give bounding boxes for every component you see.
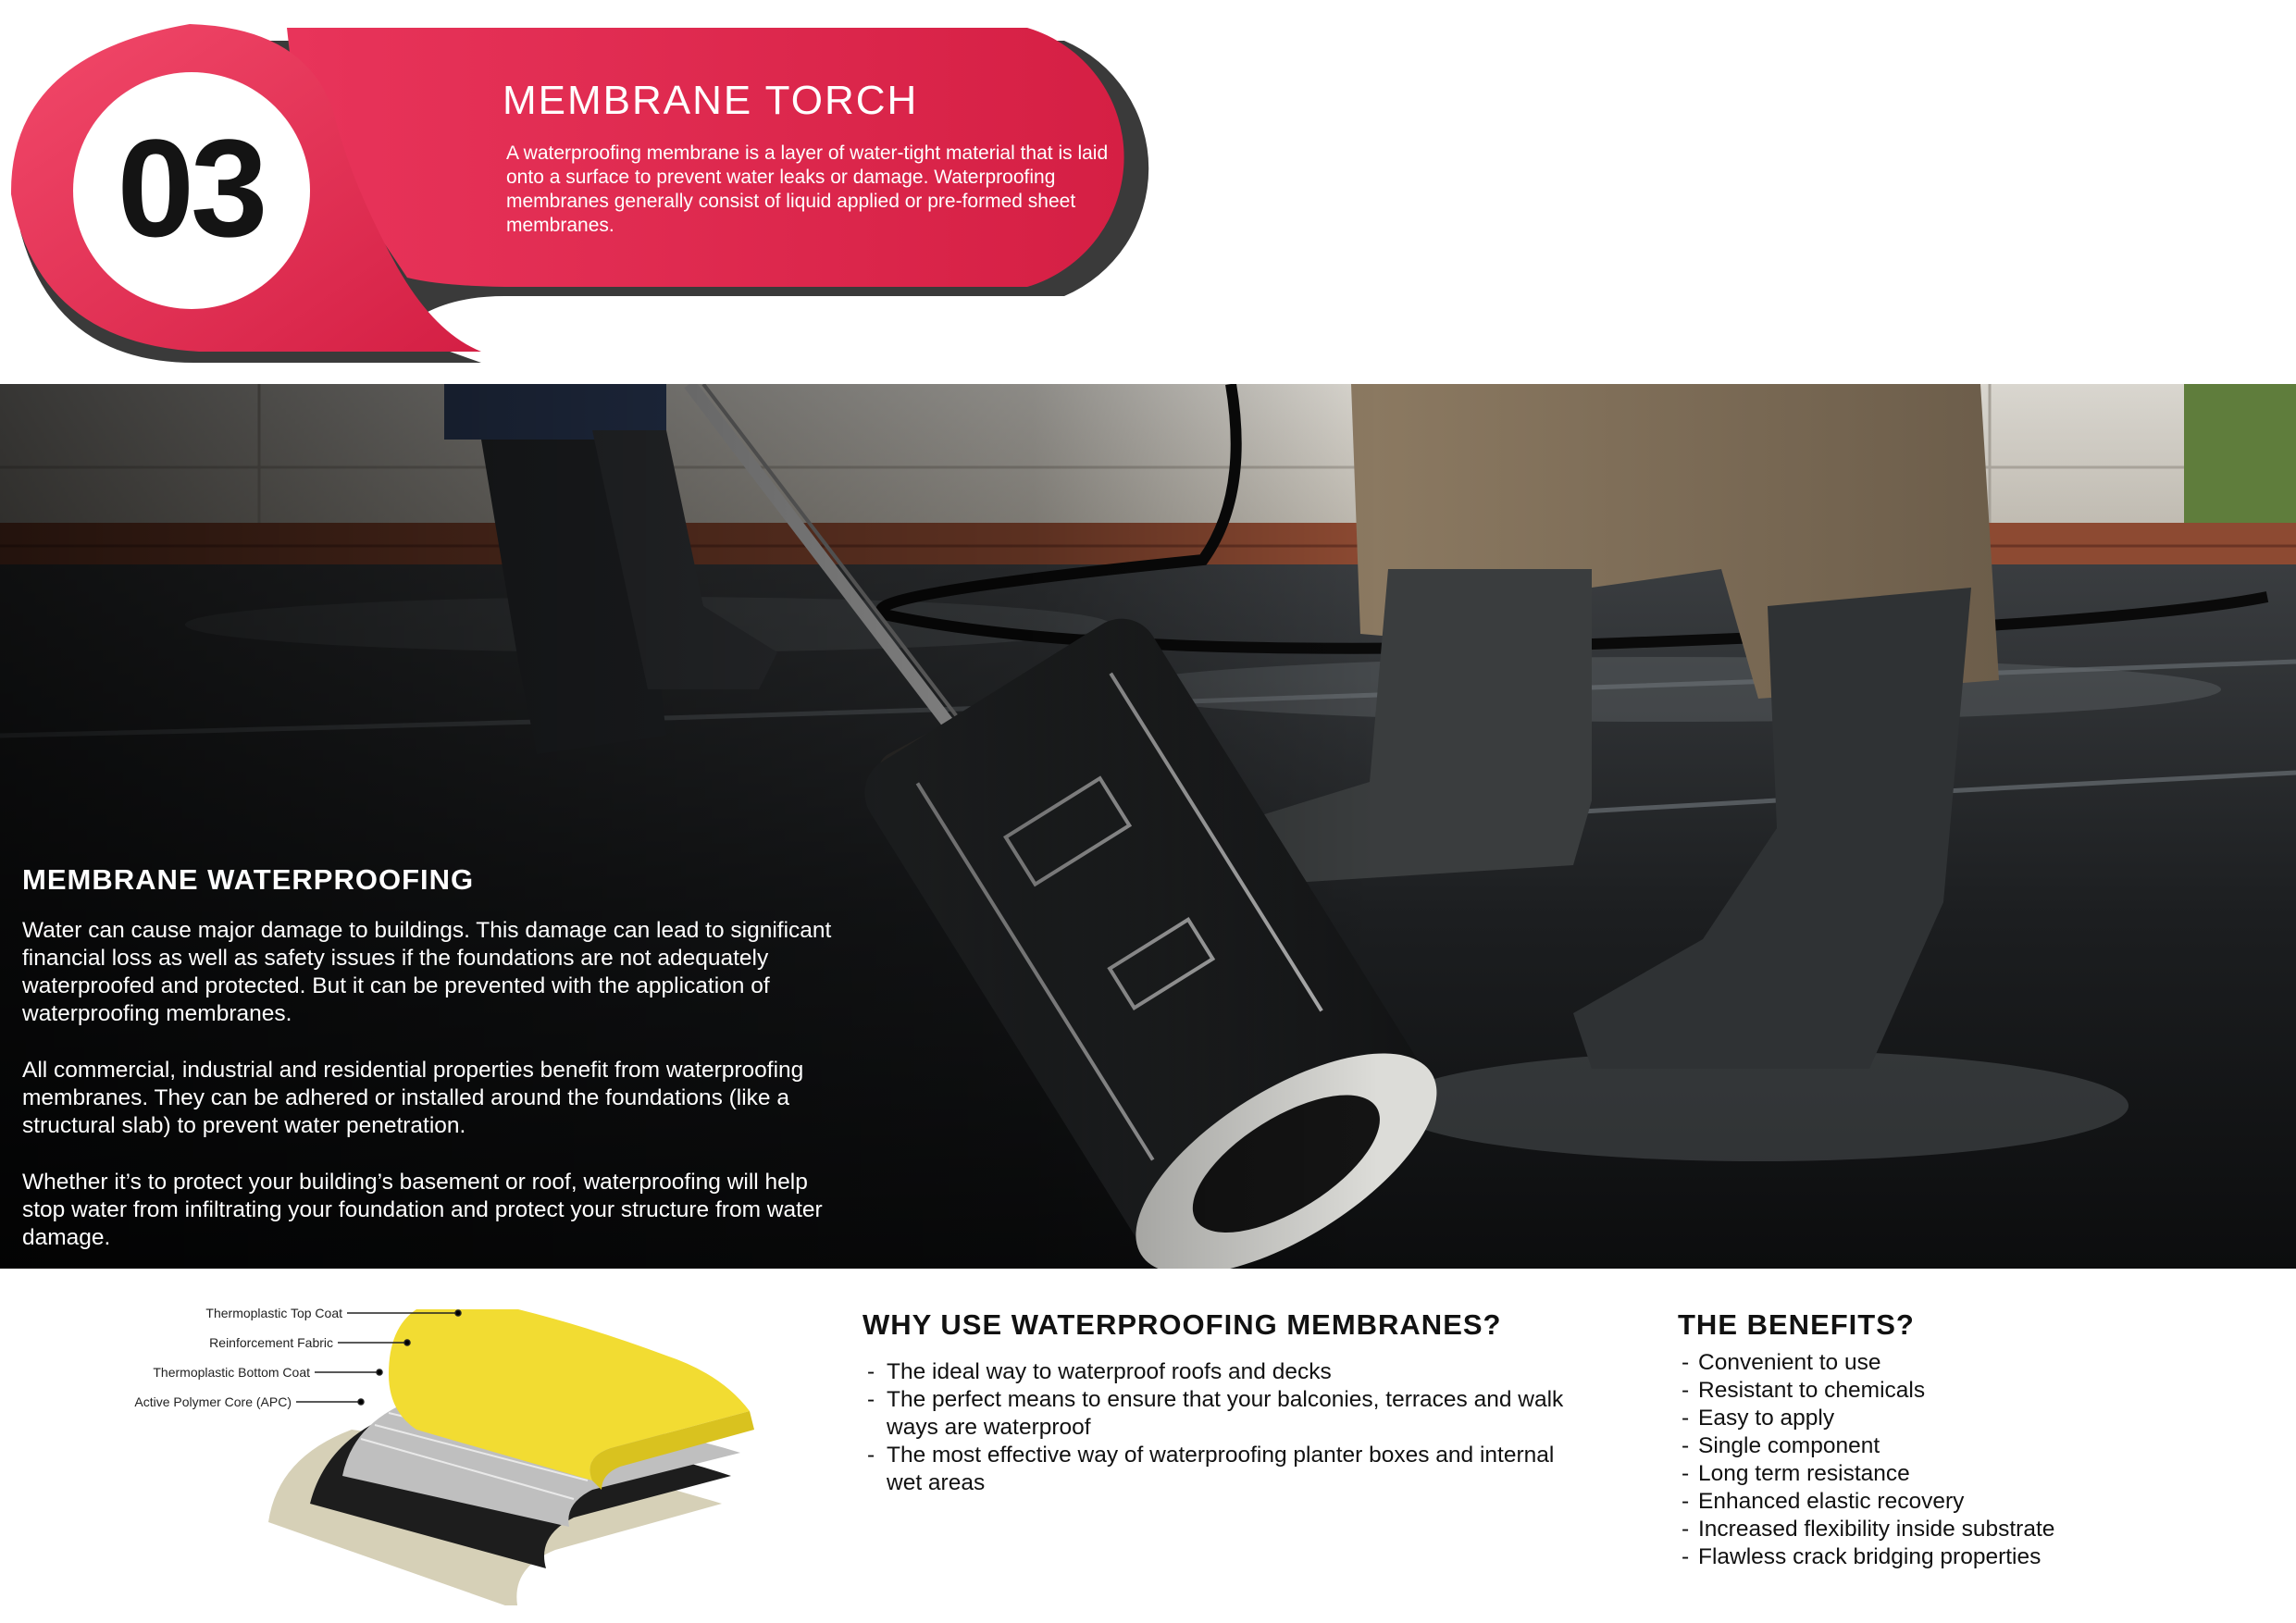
list-item: - Increased flexibility inside substrate bbox=[1678, 1516, 2270, 1543]
list-item: - Flawless crack bridging properties bbox=[1678, 1543, 2270, 1571]
layer-label-apc: Active Polymer Core (APC) bbox=[134, 1394, 292, 1409]
intro-text: A waterproofing membrane is a layer of water-tight material that is laid onto a surface to prevent water leaks or damage. Waterproofing membranes generally consist of liquid applied or pre-formed sheet membranes. bbox=[506, 142, 1109, 236]
page-title: MEMBRANE TORCH bbox=[503, 78, 919, 123]
list-item: - Resistant to chemicals bbox=[1678, 1377, 2270, 1405]
header-banner bbox=[0, 0, 1185, 370]
list-item: - The most effective way of waterproofing planter boxes and internal wet areas bbox=[863, 1442, 1584, 1497]
list-item: - The perfect means to ensure that your balconies, terraces and walk ways are waterproof bbox=[863, 1386, 1584, 1442]
list-item: - Enhanced elastic recovery bbox=[1678, 1488, 2270, 1516]
layer-label-top-coat: Thermoplastic Top Coat bbox=[205, 1306, 342, 1320]
membrane-layer-diagram bbox=[111, 1291, 777, 1605]
list-item: - Single component bbox=[1678, 1432, 2270, 1460]
membrane-waterproofing-heading: MEMBRANE WATERPROOFING bbox=[22, 863, 475, 896]
membrane-paragraph-1: Water can cause major damage to buildings. This damage can lead to significant financial loss as well as safety issues if the foundations are not adequately waterproofed and protected. But it can be prevented with the application of waterproofing membranes. bbox=[22, 918, 832, 1026]
list-item: - Easy to apply bbox=[1678, 1405, 2270, 1432]
benefits-section bbox=[1678, 1308, 2270, 1571]
layer-diagram-graphic bbox=[111, 1291, 777, 1605]
section-number: 03 bbox=[117, 110, 265, 266]
membrane-paragraph-3: Whether it’s to protect your building’s basement or roof, waterproofing will help stop water from infiltrating your foundation and protect your structure from water damage. bbox=[22, 1170, 823, 1250]
why-list bbox=[863, 1358, 1584, 1497]
benefits-list bbox=[1678, 1349, 2270, 1571]
layer-label-bottom-coat: Thermoplastic Bottom Coat bbox=[153, 1365, 310, 1380]
hero-photo bbox=[0, 384, 2296, 1269]
list-item: - Long term resistance bbox=[1678, 1460, 2270, 1488]
why-heading: WHY USE WATERPROOFING MEMBRANES? bbox=[863, 1308, 1502, 1341]
layer-label-fabric: Reinforcement Fabric bbox=[209, 1335, 333, 1350]
why-section bbox=[863, 1308, 1584, 1497]
list-item: - The ideal way to waterproof roofs and decks bbox=[863, 1358, 1584, 1386]
list-item: - Convenient to use bbox=[1678, 1349, 2270, 1377]
membrane-paragraph-2: All commercial, industrial and residential properties benefit from waterproofing membranes. They can be adhered or installed around the foundations (like a structural slab) to prevent water penetration. bbox=[22, 1058, 804, 1138]
benefits-heading: THE BENEFITS? bbox=[1678, 1308, 1915, 1341]
